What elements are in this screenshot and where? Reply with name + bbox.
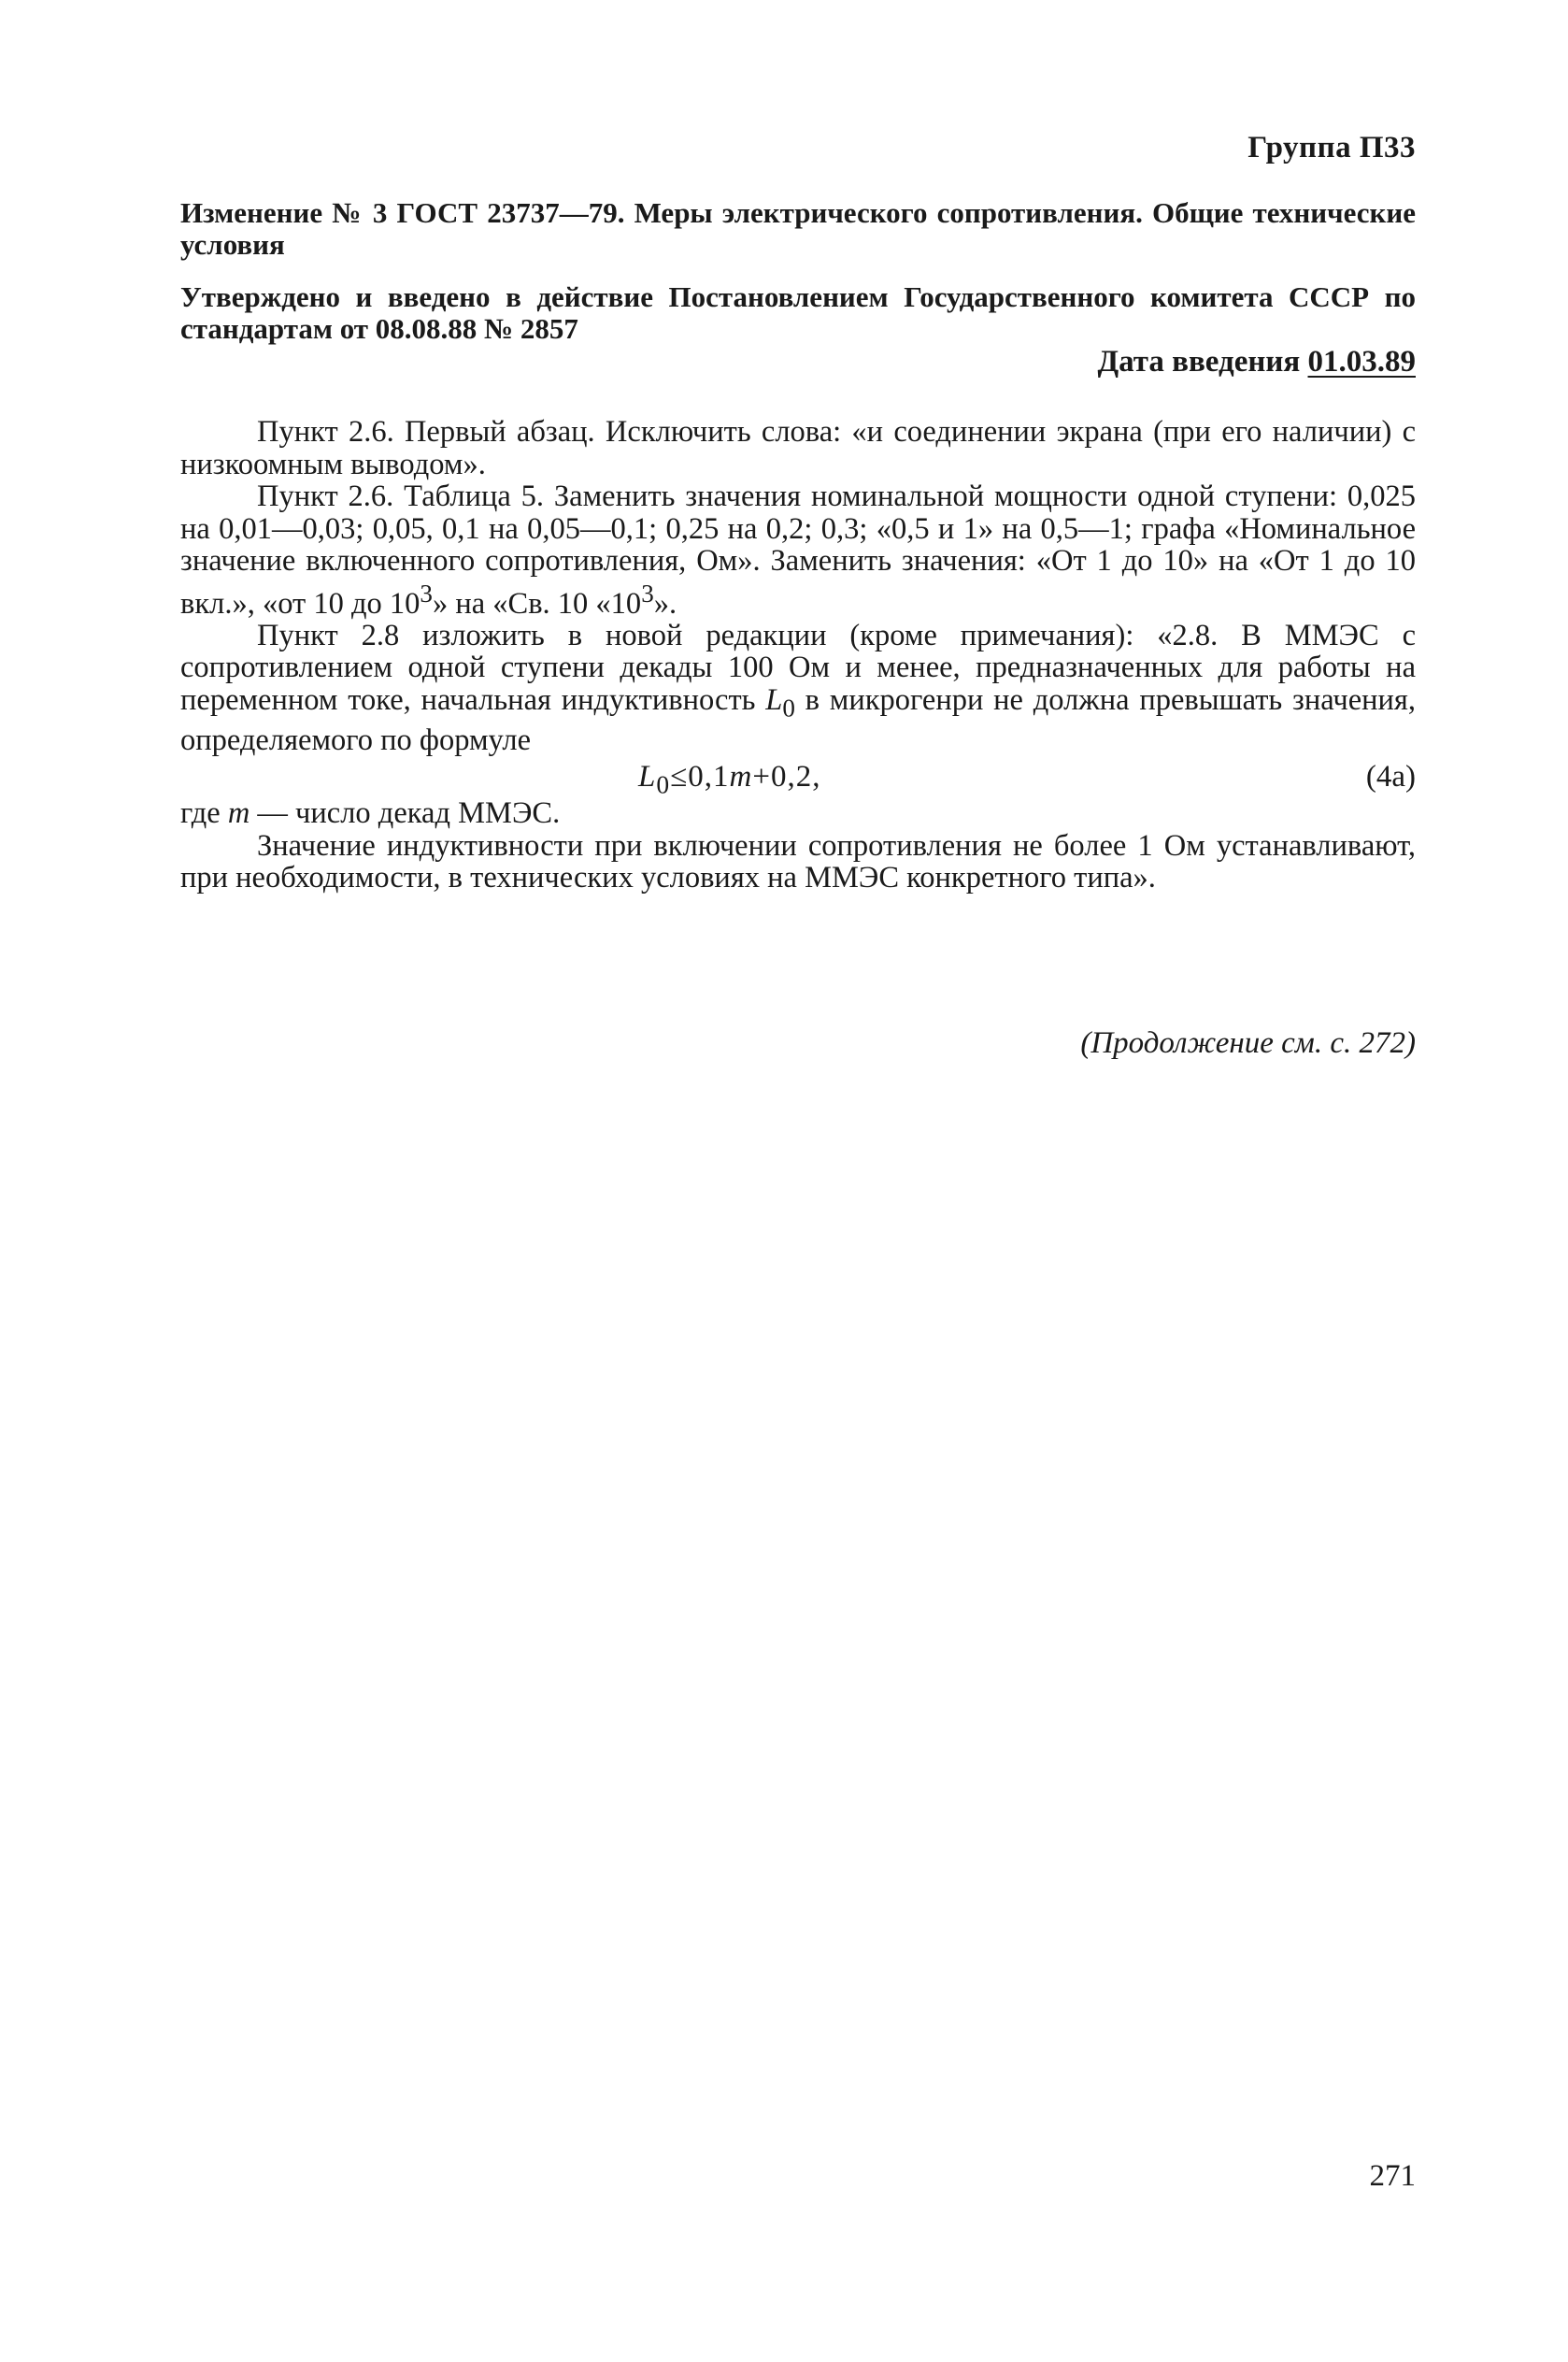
text-run: ≤0,1 xyxy=(670,760,730,794)
text-run: где xyxy=(180,796,228,831)
text-run: Пункт 2.8 изложить в новой редакции (кроме примечания): «2.8. В ММЭС с сопротивлением одной ступени декады 100 Ом и менее, предназначенных для работы на переменном токе, начальная индуктивность xyxy=(180,618,1416,717)
text-run: 3 xyxy=(641,579,654,608)
effective-date-line xyxy=(1097,345,1416,379)
text-run: Значение индуктивности при включении сопротивления не более 1 Ом устанавливают, при необходимости, в технических условиях на ММЭС конкретного типа». xyxy=(180,828,1416,895)
text-run: 0 xyxy=(782,694,795,723)
paragraph-2-6-table xyxy=(180,480,1416,620)
page-number: 271 xyxy=(1369,2159,1416,2193)
approval-statement: Утверждено и введено в действие Постановлением Государственного комитета СССР по стандартам от 08.08.88 № 2857 xyxy=(180,280,1416,345)
document-body xyxy=(180,416,1416,895)
text-run: m xyxy=(227,796,250,831)
paragraph-inductance xyxy=(180,830,1416,895)
text-run: 3 xyxy=(420,579,433,608)
formula-number: (4а) xyxy=(1365,760,1416,794)
paragraph-2-6-first xyxy=(180,416,1416,480)
document-page xyxy=(180,0,1416,2362)
text-run: » на «Св. 10 «10 xyxy=(432,586,642,621)
text-run: L xyxy=(638,760,657,794)
effective-date: 01.03.89 xyxy=(1307,345,1416,379)
text-run: в микрогенри не должна превышать значения, определяемого по формуле xyxy=(180,682,1416,757)
continuation-note: (Продолжение см. с. 272) xyxy=(1080,1026,1416,1060)
text-run: m xyxy=(729,760,753,794)
formula-4a xyxy=(180,756,1416,797)
paragraph-2-8 xyxy=(180,620,1416,757)
text-run: L xyxy=(765,682,783,717)
group-code: Группа П33 xyxy=(1247,131,1416,165)
amendment-title: Изменение № 3 ГОСТ 23737—79. Меры электрического сопротивления. Общие технические условия xyxy=(180,196,1416,261)
text-run: Пункт 2.6. Таблица 5. Заменить значения номинальной мощности одной ступени: 0,025 на 0,01—0,03; 0,05, 0,1 на 0,05—0,1; 0,25 на 0,2; 0,3; «0,5 и 1» на 0,5—1; графа «Номинальное значение включенного сопротивления, Ом». Заменить значения: «От 1 до 10» на «От 1 до 10 вкл.», «от 10 до 10 xyxy=(180,480,1416,621)
text-run: 0 xyxy=(656,769,671,799)
text-run: ». xyxy=(653,586,677,621)
effective-date-label: Дата введения xyxy=(1097,345,1301,379)
text-run: Пункт 2.6. Первый абзац. Исключить слова: «и соединении экрана (при его наличии) с низкоомным выводом». xyxy=(180,415,1416,481)
text-run: — число декад ММЭС. xyxy=(249,796,561,831)
formula-expression xyxy=(638,756,820,806)
text-run: +0,2, xyxy=(752,760,821,794)
